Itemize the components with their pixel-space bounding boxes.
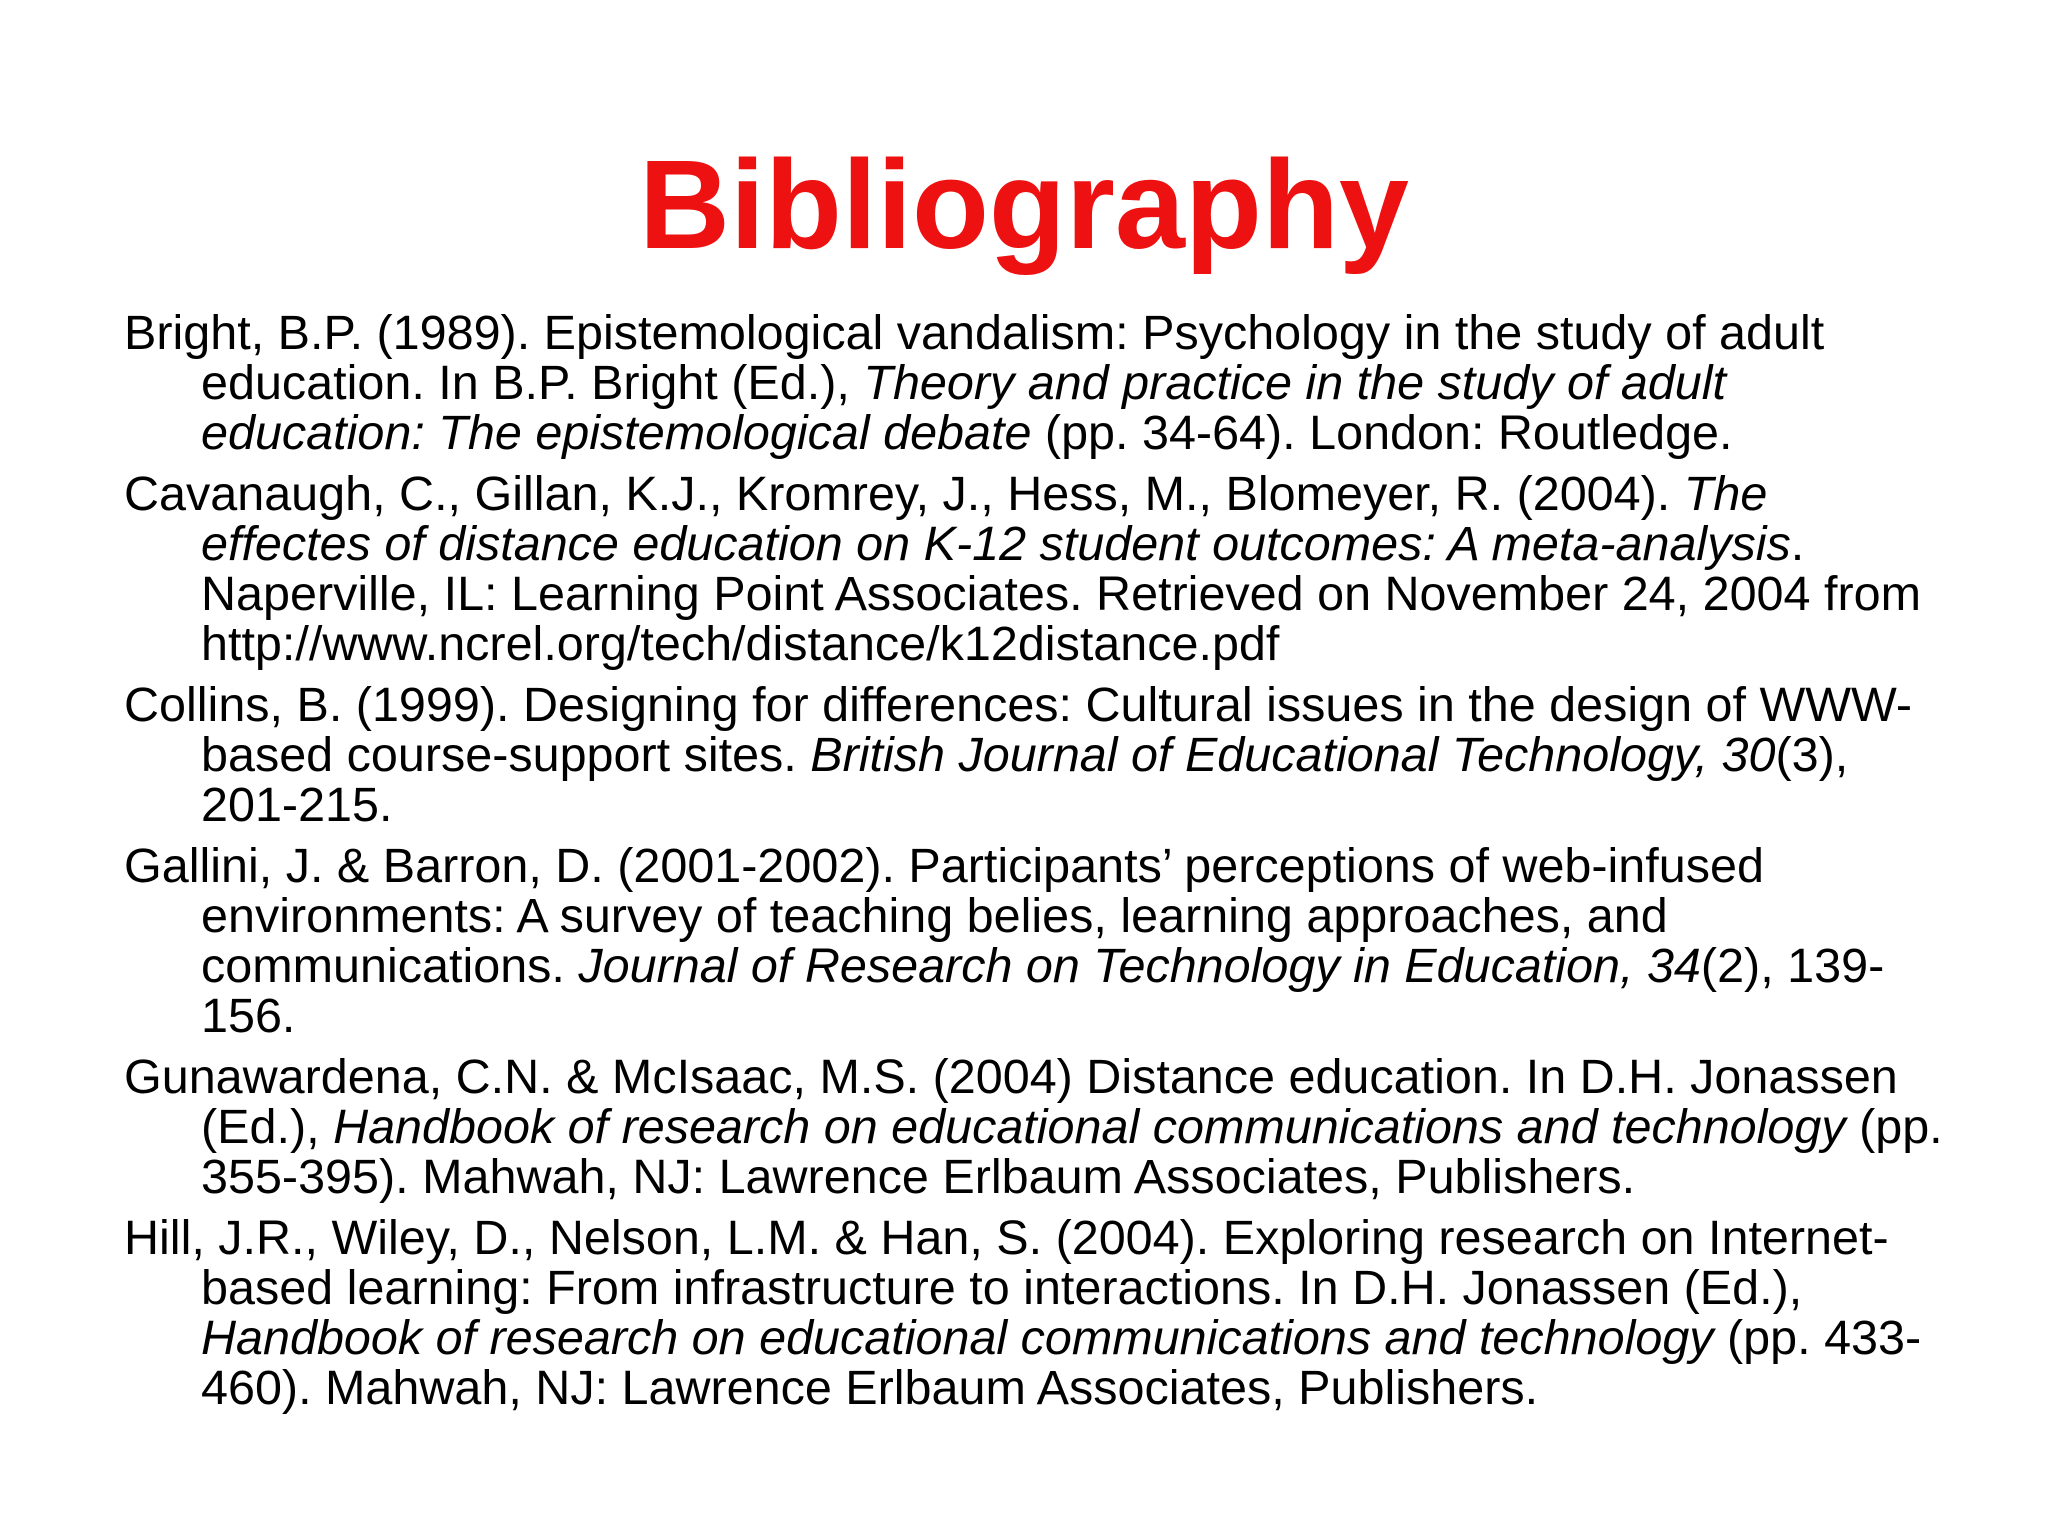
slide-title: Bibliography xyxy=(638,134,1410,275)
reference-title-italic: Handbook of research on educational communications and technology xyxy=(333,1100,1846,1154)
reference-text: Bright, B.P. (1989). Epistemological vandalism: Psychology in the study of adult education. In B.P. Bright (Ed.), xyxy=(124,306,1825,410)
reference-text: (3), 201-215. xyxy=(201,728,1849,832)
reference-text: (pp. 433-460). Mahwah, NJ: Lawrence Erlbaum Associates, Publishers. xyxy=(201,1311,1922,1415)
reference-text: (pp. 34-64). London: Routledge. xyxy=(1031,406,1733,460)
reference-text: (pp. 355-395). Mahwah, NJ: Lawrence Erlbaum Associates, Publishers. xyxy=(201,1100,1943,1204)
reference-title-italic: Journal of Research on Technology in Education, 34 xyxy=(578,939,1701,993)
reference-title-italic: The effectes of distance education on K-12 student outcomes: A meta-analysis xyxy=(201,467,1791,571)
reference-text: Gallini, J. & Barron, D. (2001-2002). Participants’ perceptions of web-infused environments: A survey of teaching belies, learning approaches, and communications. xyxy=(124,839,1764,993)
reference-entry-bright xyxy=(124,308,1944,458)
reference-title-italic: British Journal of Educational Technology, 30 xyxy=(810,728,1776,782)
reference-text: Collins, B. (1999). Designing for differences: Cultural issues in the design of WWW-based course-support sites. xyxy=(124,678,1913,782)
reference-entry-cavanaugh xyxy=(124,469,1944,669)
reference-entry-gallini xyxy=(124,841,1944,1041)
reference-entry-gunawardena xyxy=(124,1052,1944,1202)
reference-list xyxy=(124,308,1944,1424)
reference-text: (2), 139-156. xyxy=(201,939,1885,1043)
reference-text: . Naperville, IL: Learning Point Associates. Retrieved on November 24, 2004 from http://www.ncrel.org/tech/distance/k12distance.pdf xyxy=(201,517,1921,671)
reference-entry-hill xyxy=(124,1213,1944,1413)
reference-title-italic: Handbook of research on educational communications and technology xyxy=(201,1311,1714,1365)
reference-text: Gunawardena, C.N. & McIsaac, M.S. (2004) Distance education. In D.H. Jonassen (Ed.), xyxy=(124,1050,1898,1154)
reference-text: Cavanaugh, C., Gillan, K.J., Kromrey, J., Hess, M., Blomeyer, R. (2004). xyxy=(124,467,1684,521)
reference-entry-collins xyxy=(124,680,1944,830)
reference-text: Hill, J.R., Wiley, D., Nelson, L.M. & Han, S. (2004). Exploring research on Internet-based learning: From infrastructure to interactions. In D.H. Jonassen (Ed.), xyxy=(124,1211,1889,1315)
reference-title-italic: Theory and practice in the study of adult education: The epistemological debate xyxy=(201,356,1727,460)
